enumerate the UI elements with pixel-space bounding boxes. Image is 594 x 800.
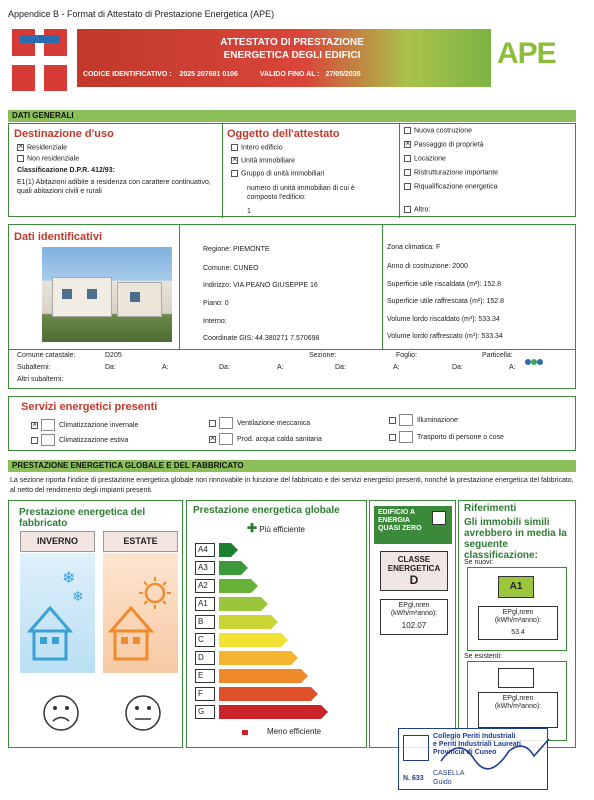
illuminazione-label: Illuminazione <box>417 416 458 424</box>
residenziale-label: Residenziale <box>27 144 68 152</box>
comune-catastale-label: Comune catastale: <box>17 352 76 359</box>
classe-panel <box>369 500 456 748</box>
oggetto-title: Oggetto dell'attestato <box>227 128 340 140</box>
subalterni-a-4: A: <box>509 364 516 371</box>
class-label-f: F <box>195 687 215 701</box>
subalterni-a-1: A: <box>162 364 169 371</box>
particella-dots-icon <box>525 352 543 370</box>
acqua-calda-label: Prod. acqua calda sanitaria <box>237 435 322 443</box>
class-bar-a2 <box>219 579 251 593</box>
riferimenti-panel <box>458 500 576 748</box>
classificazione-text: E1(1) Abitazioni adibite a residenza con carattere continuativo, quali abitazioni civili e rurali <box>17 179 211 195</box>
stamp-name2: Guido <box>433 779 452 786</box>
riqualificazione-checkbox[interactable] <box>404 183 411 190</box>
epgl-box <box>380 599 448 635</box>
classificazione-label: Classificazione D.P.R. 412/93: <box>17 167 115 174</box>
nzeb-checkbox[interactable] <box>432 511 446 525</box>
anno-costruzione: Anno di costruzione: 2000 <box>387 263 468 270</box>
stamp-line1: Collegio Periti Industriali <box>433 733 516 740</box>
svg-text:❄: ❄ <box>72 588 84 604</box>
estate-panel <box>103 553 178 673</box>
stamp-number: N. 633 <box>403 775 424 782</box>
climatizzazione-invernale-checkbox[interactable] <box>31 422 38 429</box>
meno-efficiente: Meno efficiente <box>267 727 322 736</box>
esistenti-class <box>498 668 534 688</box>
inverno-header: INVERNO <box>20 531 95 552</box>
appendix-title: Appendice B - Format di Attestato di Prestazione Energetica (APE) <box>8 9 275 19</box>
section-prestazione: PRESTAZIONE ENERGETICA GLOBALE E DEL FABBRICATO <box>8 460 576 472</box>
subalterni-a-2: A: <box>277 364 284 371</box>
prestazione-intro: La sezione riporta l'indice di prestazione energetica globale non rinnovabile in funzione del fabbricato e dei servizi energetici presenti, nonché la prestazione energetica del fabbricato, al netto del rendimento degli impianti presenti. <box>10 477 574 494</box>
class-label-a1: A1 <box>195 597 215 611</box>
climatizzazione-estiva-label: Climatizzazione estiva <box>59 436 129 444</box>
class-bar-a3 <box>219 561 241 575</box>
epgl-value: 102.07 <box>401 621 427 630</box>
acqua-calda-checkbox[interactable] <box>209 436 216 443</box>
intero-label: Intero edificio <box>241 144 283 152</box>
summer-house-icon <box>103 553 178 673</box>
valid-label: VALIDO FINO AL : <box>259 71 320 78</box>
particella-label: Particella: <box>482 352 513 359</box>
non-residenziale-row <box>17 155 79 162</box>
nzeb-label: EDIFICIO A ENERGIA QUASI ZERO <box>378 509 422 532</box>
esistenti-epgl-box <box>478 692 558 728</box>
nuova-checkbox[interactable] <box>404 127 411 134</box>
subalterni-da-3: Da: <box>335 364 346 371</box>
class-label-c: C <box>195 633 215 647</box>
climatizzazione-invernale-label: Climatizzazione invernale <box>59 421 139 429</box>
class-label-g: G <box>195 705 215 719</box>
locazione-checkbox[interactable] <box>404 155 411 162</box>
trasporto-checkbox[interactable] <box>389 434 396 441</box>
nuovi-epgl-value: 53.4 <box>511 629 525 636</box>
piu-efficiente-label: Più efficiente <box>259 525 305 534</box>
radiator-icon <box>41 419 55 431</box>
section-dati-generali: DATI GENERALI <box>8 110 576 122</box>
class-bar-e <box>219 669 301 683</box>
tap-icon <box>219 433 233 445</box>
classe-box <box>380 551 448 591</box>
servizi-panel <box>8 396 576 451</box>
class-bar-f <box>219 687 311 701</box>
header-title-1: ATTESTATO DI PRESTAZIONE <box>220 37 364 48</box>
building-photo <box>42 247 172 342</box>
illuminazione-checkbox[interactable] <box>389 417 396 424</box>
minus-icon <box>242 730 248 735</box>
ventilazione-checkbox[interactable] <box>209 420 216 427</box>
piu-efficiente <box>247 521 305 535</box>
stamp-name1: CASELLA <box>433 770 465 777</box>
ristrutturazione-checkbox[interactable] <box>404 169 411 176</box>
winter-house-icon <box>20 553 95 673</box>
coat-of-arms-icon <box>403 735 429 761</box>
se-nuovi-label: Se nuovi: <box>464 559 494 566</box>
numero-value: 1 <box>247 208 251 215</box>
class-bar-g <box>219 705 321 719</box>
nuovi-epgl-box <box>478 606 558 640</box>
destinazione-title: Destinazione d'uso <box>14 128 114 140</box>
code-label: CODICE IDENTIFICATIVO : <box>83 71 172 78</box>
class-label-a2: A2 <box>195 579 215 593</box>
class-label-d: D <box>195 651 215 665</box>
residenziale-row <box>17 144 67 151</box>
fan-icon <box>219 417 233 429</box>
class-bar-d <box>219 651 291 665</box>
classe-label: CLASSE ENERGETICA <box>387 555 441 573</box>
class-bar-c <box>219 633 281 647</box>
interno: Interno: <box>203 318 227 325</box>
non-residenziale-checkbox[interactable] <box>17 155 24 162</box>
fabbricato-panel <box>8 500 183 748</box>
volume-raffrescato: Volume lordo raffrescato (m³): 533.34 <box>387 333 503 340</box>
inverno-panel <box>20 553 95 673</box>
superficie-riscaldata: Superficie utile riscaldata (m²): 152.8 <box>387 281 501 288</box>
locazione-label: Locazione <box>414 155 446 163</box>
numero-label: numero di unità immobiliari di cui è composto l'edificio: <box>247 185 355 201</box>
comune: Comune: CUNEO <box>203 265 259 272</box>
gruppo-label: Gruppo di unità immobiliari <box>241 170 325 178</box>
servizi-title: Servizi energetici presenti <box>21 401 158 413</box>
stamp-line3: Provincia di Cuneo <box>433 749 497 756</box>
coordinate: Coordinate GIS: 44.380271 7.570698 <box>203 335 320 342</box>
comune-catastale-value: D205 <box>105 352 122 359</box>
fabbricato-title: Prestazione energetica del fabbricato <box>19 507 146 529</box>
altri-subalterni-label: Altri subalterni: <box>17 376 64 383</box>
header-banner <box>77 29 491 87</box>
regione: Regione: PIEMONTE <box>203 246 270 253</box>
class-bar-a4 <box>219 543 231 557</box>
nuova-label: Nuova costruzione <box>414 127 472 135</box>
class-bar-b <box>219 615 271 629</box>
sezione-label: Sezione: <box>309 352 337 359</box>
class-label-b: B <box>195 615 215 629</box>
indirizzo: Indirizzo: VIA PEANO GIUSEPPE 16 <box>203 282 318 289</box>
header-title-2: ENERGETICA DEGLI EDIFICI <box>223 50 361 61</box>
dati-identificativi-title: Dati identificativi <box>14 231 103 243</box>
zona-climatica: Zona climatica: F <box>387 244 441 251</box>
riferimenti-text: Gli immobili simili avrebbero in media la seguente classificazione: <box>464 517 567 561</box>
professional-stamp <box>398 728 548 790</box>
sad-face-icon <box>41 693 81 733</box>
dati-identificativi-panel <box>8 224 576 389</box>
nuovi-epgl-label: EPgl,nren (kWh/m²anno): <box>494 609 542 624</box>
svg-text:❄: ❄ <box>62 570 76 587</box>
riferimenti-title: Riferimenti <box>464 503 517 514</box>
class-label-e: E <box>195 669 215 683</box>
passaggio-label: Passaggio di proprietà <box>414 141 484 149</box>
classe-value: D <box>409 573 419 587</box>
subalterni-da-1: Da: <box>105 364 116 371</box>
class-label-a3: A3 <box>195 561 215 575</box>
region-flag-icon <box>12 29 67 91</box>
dati-generali-panel <box>8 123 576 217</box>
altro-label: Altro: <box>414 206 431 214</box>
epgl-label: EPgl,nren (kWh/m²anno): <box>390 602 438 617</box>
unita-label: Unità immobiliare <box>241 157 296 165</box>
lamp-icon <box>399 414 413 426</box>
stamp-line2: e Periti Industriali Laureati <box>433 741 521 748</box>
se-esistenti-label: Se esistenti: <box>464 653 503 660</box>
gruppo-checkbox[interactable] <box>231 170 238 177</box>
trasporto-label: Trasporto di persone o cose <box>417 433 504 441</box>
signature <box>439 731 559 771</box>
neutral-face-icon <box>123 693 163 733</box>
class-bar-a1 <box>219 597 261 611</box>
nuovi-class: A1 <box>498 576 534 598</box>
snowflake-icon <box>41 434 55 446</box>
residenziale-checkbox[interactable] <box>17 144 24 151</box>
plus-icon: ✚ <box>247 521 258 535</box>
passaggio-checkbox[interactable] <box>404 141 411 148</box>
foglio-label: Foglio: <box>396 352 418 359</box>
ristrutturazione-label: Ristrutturazione importante <box>414 169 499 177</box>
superficie-raffrescata: Superficie utile raffrescata (m²): 152.8 <box>387 298 504 305</box>
altro-checkbox[interactable] <box>404 206 411 213</box>
ventilazione-label: Ventilazione meccanica <box>237 419 311 427</box>
esistenti-epgl-label: EPgl,nren (kWh/m²anno): <box>494 695 542 710</box>
code-value: 2025 207681 0106 <box>179 71 238 78</box>
volume-riscaldato: Volume lordo riscaldato (m³): 533.34 <box>387 316 500 323</box>
subalterni-label: Subalterni: <box>17 364 51 371</box>
nuovi-box <box>467 567 567 651</box>
class-label-a4: A4 <box>195 543 215 557</box>
valid-value: 27/05/2035 <box>325 71 361 78</box>
elevator-icon <box>399 431 413 443</box>
subalterni-da-2: Da: <box>219 364 230 371</box>
subalterni-da-4: Da: <box>452 364 463 371</box>
globale-title: Prestazione energetica globale <box>193 505 340 516</box>
globale-panel <box>186 500 367 748</box>
nzeb-box <box>374 506 452 544</box>
riqualificazione-label: Riqualificazione energetica <box>414 183 498 191</box>
estate-header: ESTATE <box>103 531 178 552</box>
intero-checkbox[interactable] <box>231 144 238 151</box>
climatizzazione-estiva-checkbox[interactable] <box>31 437 38 444</box>
non-residenziale-label: Non residenziale <box>27 155 80 163</box>
subalterni-a-3: A: <box>393 364 400 371</box>
unita-checkbox[interactable] <box>231 157 238 164</box>
piano: Piano: 0 <box>203 300 229 307</box>
ape-logo: APE <box>497 37 556 70</box>
